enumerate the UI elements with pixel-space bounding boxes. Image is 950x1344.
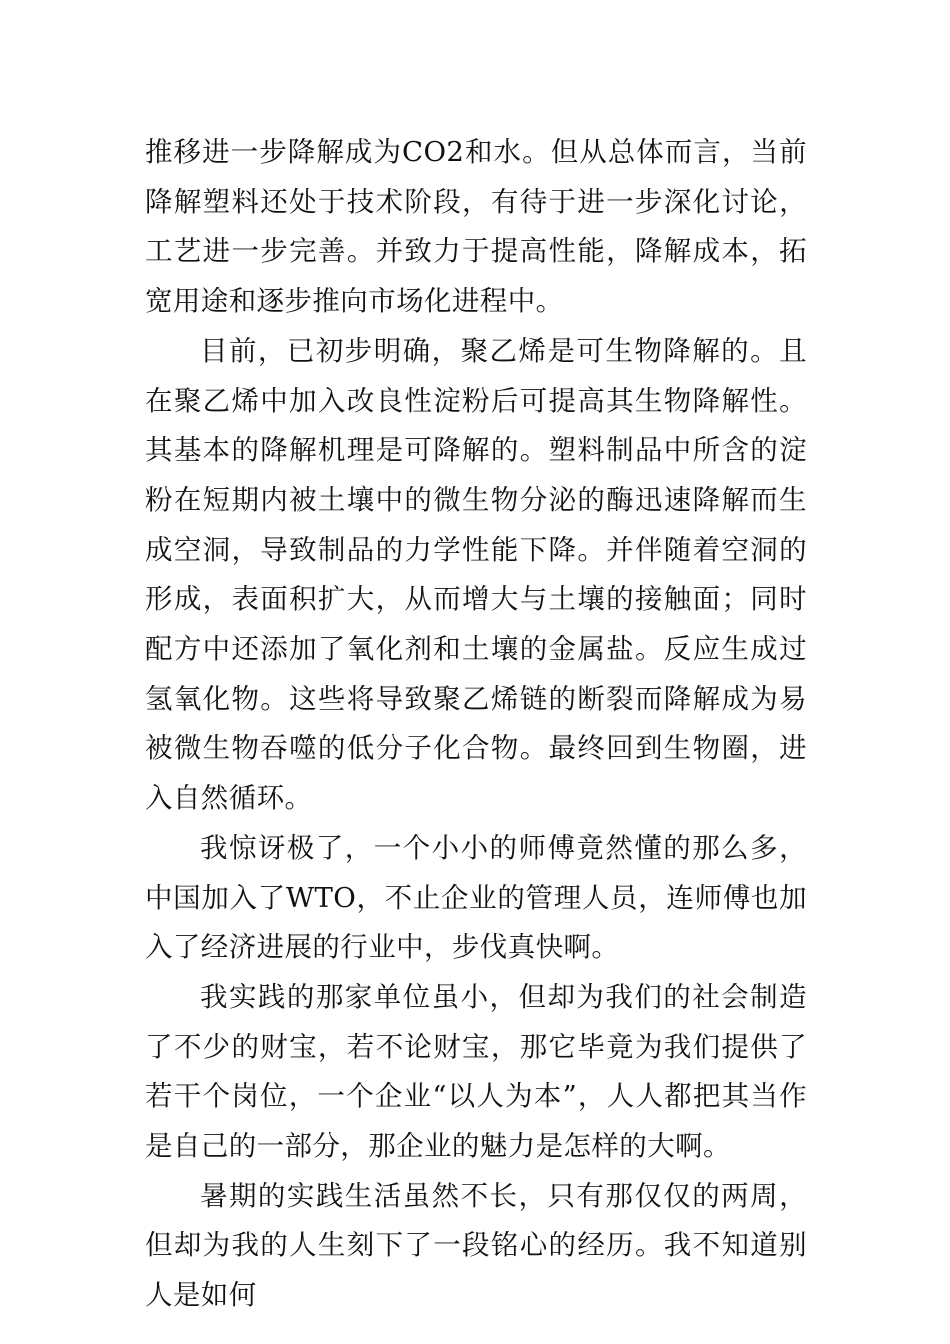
- paragraph-4: 我实践的那家单位虽小，但却为我们的社会制造了不少的财宝，若不论财宝，那它毕竟为我们提供了若干个岗位，一个企业“以人为本”，人人都把其当作是自己的一部分，那企业的魅力是怎样的大啊。: [145, 980, 807, 1163]
- document-body: [145, 128, 807, 1321]
- paragraph-2: 目前，已初步明确，聚乙烯是可生物降解的。且在聚乙烯中加入改良性淀粉后可提高其生物降解性。其基本的降解机理是可降解的。塑料制品中所含的淀粉在短期内被土壤中的微生物分泌的酶迅速降解而生成空洞，导致制品的力学性能下降。并伴随着空洞的形成，表面积扩大，从而增大与土壤的接触面；同时配方中还添加了氧化剂和土壤的金属盐。反应生成过氢氧化物。这些将导致聚乙烯链的断裂而降解成为易被微生物吞噬的低分子化合物。最终回到生物圈，进入自然循环。: [145, 334, 807, 815]
- paragraph-3: 我惊讶极了，一个小小的师傅竟然懂的那么多，中国加入了WTO，不止企业的管理人员，连师傅也加入了经济进展的行业中，步伐真快啊。: [145, 831, 807, 964]
- paragraph-1: 推移进一步降解成为CO2和水。但从总体而言，当前降解塑料还处于技术阶段，有待于进一步深化讨论，工艺进一步完善。并致力于提高性能，降解成本，拓宽用途和逐步推向市场化进程中。: [145, 136, 807, 318]
- paragraph-5: 暑期的实践生活虽然不长，只有那仅仅的两周，但却为我的人生刻下了一段铭心的经历。我不知道别人是如何: [145, 1179, 807, 1312]
